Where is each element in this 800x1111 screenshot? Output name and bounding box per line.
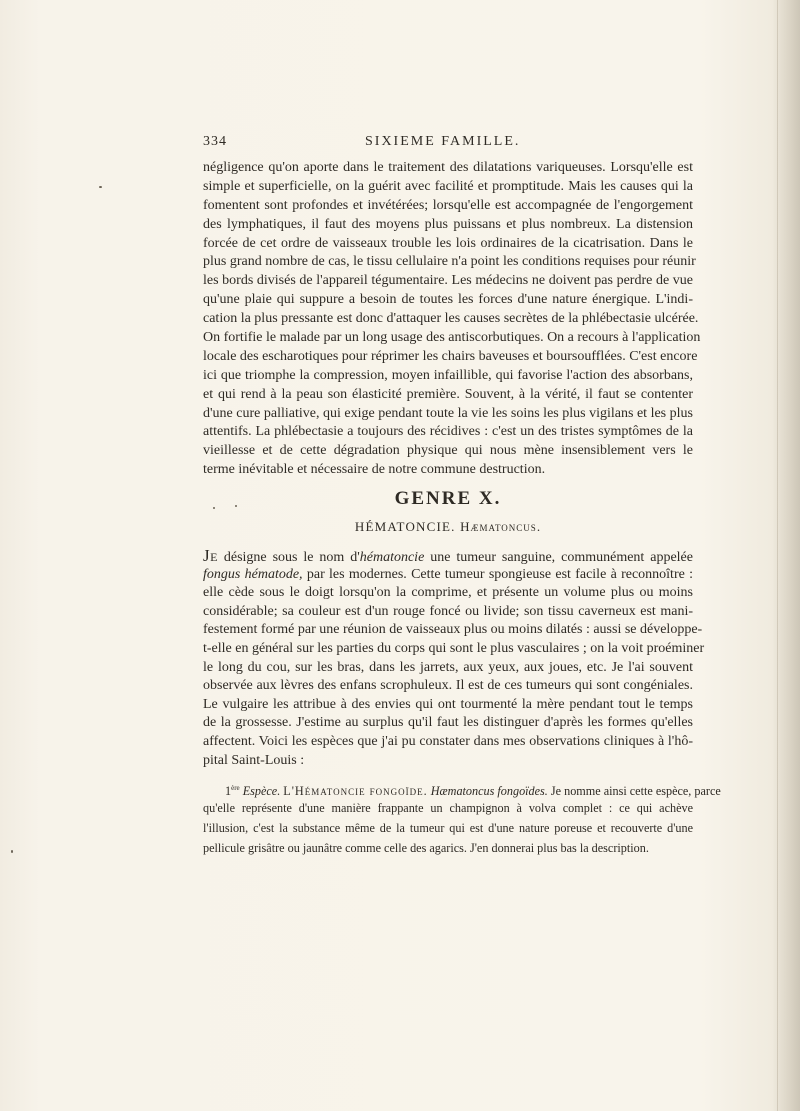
text-line: des lymphatiques, il faut des moyens plus puissans et plus nombreux. La distension [203,216,693,232]
page-number: 334 [203,134,227,149]
text-line: locale des escharotiques pour réprimer les chairs baveuses et boursoufflées. C'est encore [203,348,698,364]
text-line: et qui rend à la peau son élasticité première. Souvent, à la vérité, il faut se contenter [203,386,693,402]
species-number: 1 [225,784,232,799]
text-line: affectent. Voici les espèces que j'ai pu constater dans mes observations cliniques à l'hô- [203,733,693,749]
text-run: par les modernes. Cette tumeur spongieuse est facile à reconnoître : [302,566,693,582]
text-line: cation la plus pressante est donc d'attaquer les causes secrètes de la phlébectasie ulcérée. [203,311,699,327]
text-line: observée aux lèvres des enfans scrophuleux. Il est de ces tumeurs qui sont congéniales. [203,678,693,694]
text-line: qu'elle représente d'une manière frappante un champignon à volva complet : ce qui achève [203,801,693,815]
text-line: simple et superficielle, on la guérit avec facilité et promptitude. Mais les causes qui la [203,178,693,194]
text-run: désigne sous le nom d' [217,550,360,565]
genre-heading: GENRE X. [394,488,502,509]
paragraph-phlebectasie [203,159,701,480]
paragraph-hematoncie [203,546,705,770]
text-line: On fortifie le malade par un long usage des antiscorbutiques. On a recours à l'application [203,330,701,346]
text-line: de la grossesse. J'estime au surplus qu'il faut les distinguer d'après les formes qu'elles [203,715,693,731]
text-line: festement formé par une réunion de vaisseaux plus ou moins dilatés : aussi se développe- [203,622,703,638]
text-line: pital Saint-Louis : [203,752,305,768]
species-ordinal: ère [231,784,240,792]
text-line [203,778,721,799]
running-head [203,134,693,152]
text-line: forcée de cet ordre de vaisseaux trouble les lois ordinaires de la cicatrisation. Dans le [203,235,693,251]
italic-term: hématoncie [359,550,425,565]
running-title: SIXIEME FAMILLE. [365,134,521,149]
text-line: t-elle en général sur les parties du corps qui sont le plus vasculaires ; on la voit proéminer [203,640,705,656]
text-line: qu'une plaie qui suppure a besoin de toutes les forces d'une nature énergique. L'indi- [203,292,693,308]
genre-name: HÉMATONCIE. [354,519,456,534]
text-line: considérable; sa couleur est d'un rouge foncé ou livide; son tissu caverneux est mani- [203,603,693,619]
text-line: l'illusion, c'est la substance même de la tumeur qui est d'une nature poreuse et recouverte d'une [203,821,693,835]
species-paragraph [203,778,721,858]
text-line: le long du cou, sur les bras, dans les jarrets, aux yeux, aux joues, etc. Je l'ai souvent [203,659,693,675]
text-line: les bords divisés de l'appareil tégumentaire. Les médecins ne doivent pas perdre de vue [203,273,693,289]
page-edge-line [777,0,778,1111]
text-run: une tumeur sanguine, communément appelée [424,550,693,565]
text-line [203,566,693,585]
genre-latin-name: Hæmatoncus. [460,519,542,534]
text-line: fomentent sont profondes et invétérées; lorsqu'elle est accompagnée de l'engorgement [203,197,693,213]
genre-subtitle [203,519,693,535]
text-line: pellicule grisâtre ou jaunâtre comme celle des agarics. J'en donnerai plus bas la description. [203,841,649,855]
text-line: terme inévitable et nécessaire de notre commune destruction. [203,462,546,478]
species-name: L'Hématoncie fongoïde. [283,784,428,799]
text-run: Je nomme ainsi cette espèce, parce [547,784,721,799]
text-line: négligence qu'on aporte dans le traitement des dilatations variqueuses. Lorsqu'elle est [203,160,693,175]
text-line [203,547,693,566]
text-line: elle cède sous le doigt lorsqu'on la comprime, et présente un volume plus ou moins [203,585,693,601]
text-line: plus grand nombre de cas, le tissu cellulaire n'a point les conditions requises pour réunir [203,254,696,270]
text-line: Le vulgaire les attribue à des envies qui ont tourmenté la mère pendant tout le temps [203,696,693,712]
paper-speck [99,186,102,188]
text-line: vieillesse et de cette dégradation physique qui nous mène insensiblement vers le [203,443,693,459]
text-line: attentifs. La phlébectasie a toujours des récidives : c'est un des tristes symptômes de la [203,424,693,440]
drop-cap: Je [203,546,218,565]
italic-term: fongus hématode, [203,566,303,582]
text-line: d'une cure palliative, qui exige pendant toute la vie les soins les plus vigilans et les plus [203,405,693,421]
species-label: Espèce. [242,784,281,799]
paper-speck [11,850,13,853]
text-line: ici que triomphe la compression, moyen infaillible, qui favorise l'action des absorbans, [203,367,693,383]
species-latin-name: Hæmatoncus fongoïdes. [430,784,548,799]
